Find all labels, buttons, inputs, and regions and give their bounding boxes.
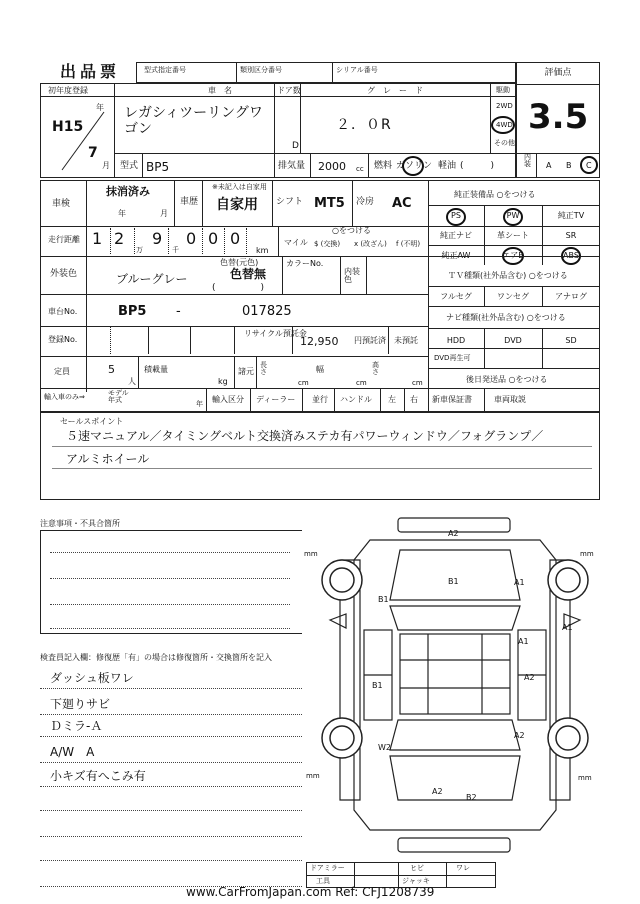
drive-4wd-circle	[491, 116, 515, 134]
dmg-a2-rear-right: A2	[514, 731, 525, 740]
auth-no-label: 型式指定番号	[144, 66, 186, 74]
import-label: 輸入車のみ⇒	[44, 393, 85, 401]
dmg-w2-rear-glass: W2	[378, 743, 391, 752]
interior-a: A	[546, 161, 552, 170]
inspection-label: 車検	[52, 199, 71, 209]
fuel-gas: ガソリン	[396, 161, 433, 171]
drive-4wd: 4WD	[496, 121, 513, 129]
carname-label: 車 名	[208, 86, 232, 95]
chassis-prefix: BP5	[118, 304, 147, 319]
color-label: 外装色	[50, 269, 78, 279]
capacity-unit: 人	[128, 377, 136, 386]
dims-label: 諸元	[238, 367, 254, 376]
shift-value: MT5	[314, 196, 345, 211]
note-item-2: 下廻りサビ	[50, 697, 111, 711]
class-no-label: 類別区分番号	[240, 66, 282, 74]
equip-navi: 純正ナビ	[440, 231, 472, 240]
insp-year-unit: 年	[118, 209, 126, 218]
car-damage-diagram	[300, 510, 610, 860]
doors-value: D	[292, 141, 299, 151]
history-note: ※未記入は自家用	[212, 183, 267, 191]
first-reg-year: H15	[52, 119, 84, 135]
equip-abs: ABS	[563, 251, 579, 260]
interior-b: B	[566, 161, 572, 170]
mile-opt3: f (不明)	[396, 240, 421, 248]
manual-option: 車両取説	[494, 395, 526, 404]
navi-dvd: DVD	[504, 336, 522, 345]
navi-header: ナビ種類(社外品含む) ○をつける	[446, 313, 566, 322]
hgt-label: 高さ	[372, 361, 379, 376]
navi-hdd: HDD	[446, 336, 466, 345]
len-label: 長さ	[260, 361, 267, 376]
reg-no-label: 登録No.	[48, 335, 78, 344]
equip-air: エアB	[502, 251, 524, 260]
sales-point-line2: アルミホイール	[66, 452, 150, 466]
dmg-a1-front-right: A1	[514, 578, 525, 587]
tv-oneseg: ワンセグ	[497, 292, 529, 301]
mile-opt2: x (改ざん)	[354, 240, 387, 248]
interior-c-circle	[580, 156, 598, 174]
interior-label: 内装	[524, 153, 531, 168]
serial-label: シリアル番号	[336, 66, 378, 74]
legend-hibi: ヒビ	[410, 864, 424, 872]
load-unit: kg	[218, 377, 228, 386]
form-title: 出品票	[60, 62, 121, 81]
dmg-a1-right-door: A1	[518, 637, 529, 646]
month-unit: 月	[102, 161, 110, 170]
mile-label: マイル	[284, 238, 308, 247]
recycle-unpaid: 未預託	[394, 336, 418, 345]
len-cm: cm	[298, 379, 309, 387]
note-item-4: A/W A	[50, 745, 95, 759]
grade-value: ２．０R	[336, 117, 392, 133]
legend-ware: ワレ	[456, 864, 470, 872]
dmg-b1-front-left: B1	[378, 595, 389, 604]
fuel-paren: ( )	[460, 161, 495, 171]
legend-tools: 工具	[316, 877, 330, 885]
dmg-a1-right-side: A1	[562, 623, 573, 632]
import-cat-label: 輸入区分	[212, 395, 244, 404]
mm-left-top: mm	[304, 550, 318, 558]
sales-point-label: セールスポイント	[60, 417, 124, 426]
equip-seat: 革シート	[497, 231, 529, 240]
load-label: 積載量	[144, 365, 168, 374]
note-item-3: Ｄミラ-Ａ	[50, 719, 103, 733]
capacity-value: 5	[108, 363, 115, 376]
slash-divider	[58, 108, 108, 174]
handle-right: 右	[410, 395, 418, 404]
equip-tv: 純正TV	[557, 211, 585, 220]
dmg-b1-hood: B1	[448, 577, 459, 586]
note-item-5: 小キズ有へこみ有	[50, 769, 146, 783]
mm-right-top: mm	[580, 550, 594, 558]
equip-pw-circle	[503, 208, 523, 226]
interior-color-label: 内装色	[344, 267, 360, 284]
wid-label: 幅	[316, 365, 324, 374]
car-name-line1: レガシィツーリングワ	[124, 105, 263, 121]
insp-month-unit: 月	[160, 209, 168, 218]
first-reg-label: 初年度登録	[48, 86, 88, 95]
chassis-label: 車台No.	[48, 307, 78, 316]
fuel-label: 燃料	[374, 161, 393, 171]
capacity-label: 定員	[54, 367, 70, 376]
equip-ps-circle	[446, 208, 466, 226]
car-name-line2: ゴン	[124, 121, 152, 137]
model-year-unit: 年	[196, 400, 203, 408]
accessory-header: 後日発送品 ○をつける	[466, 375, 548, 384]
color-value: ブルーグレー	[116, 272, 188, 286]
chassis-dash: -	[176, 304, 181, 319]
equip-ps: PS	[451, 211, 461, 220]
first-reg-month: 7	[88, 145, 98, 161]
notes-label: 注意事項・不具合箇所	[40, 519, 120, 528]
history-value: 自家用	[216, 197, 258, 213]
shift-label: シフト	[276, 197, 304, 207]
year-unit: 年	[96, 103, 104, 112]
tv-header: ＴＶ種類(社外品含む) ○をつける	[448, 271, 568, 280]
dmg-b2-rear: B2	[466, 793, 477, 802]
disp-value: 2000	[318, 160, 346, 173]
wid-cm: cm	[356, 379, 367, 387]
disp-label: 排気量	[278, 161, 306, 171]
mm-right-bottom: mm	[578, 774, 592, 782]
mile-opt1: $ (交換)	[314, 240, 341, 248]
recycle-unit: 円預託済	[354, 336, 386, 345]
ac-value: AC	[392, 196, 412, 211]
notes-box	[40, 530, 302, 634]
header-id-box	[136, 62, 516, 83]
legend-jack: ジャッキ	[402, 877, 430, 885]
navi-sd: SD	[565, 336, 577, 345]
model-year-label: モデル年式	[108, 389, 129, 404]
color-no-label: カラーNo.	[286, 259, 324, 268]
color-change-label: 色替(元色)	[220, 258, 259, 267]
dmg-a2-right-rear: A2	[524, 673, 535, 682]
fuel-gas-circle	[402, 156, 424, 176]
history-label: 車歴	[180, 197, 199, 207]
color-paren: ( )	[212, 283, 265, 293]
drive-other: その他	[494, 139, 515, 147]
recycle-label: リサイクル預託金	[244, 329, 307, 338]
dmg-a2-front-bumper: A2	[448, 529, 459, 538]
model-label: 型式	[120, 161, 139, 171]
note-item-1: ダッシュ板ワレ	[50, 671, 134, 685]
mile-circle-note: ○をつける	[332, 226, 371, 235]
dmg-a2-trunk: A2	[432, 787, 443, 796]
equip-pw: PW	[506, 211, 520, 220]
warranty-option: 新車保証書	[432, 395, 472, 404]
eval-score: 3.5	[528, 97, 589, 137]
parallel-option: 並行	[312, 395, 328, 404]
recycle-value: 12,950	[300, 335, 339, 348]
handle-left: 左	[388, 395, 396, 404]
mileage-label: 走行距離	[48, 235, 80, 244]
model-value: BP5	[146, 160, 170, 174]
watermark: www.CarFromJapan.com Ref: CFJ1208739	[186, 885, 435, 899]
fuel-diesel: 軽油	[438, 161, 457, 171]
color-change-value: 色替無	[230, 267, 267, 281]
mm-left-bottom: mm	[306, 772, 320, 780]
equip-header: 純正装備品 ○をつける	[454, 190, 536, 199]
drive-label: 駆動	[496, 86, 510, 94]
hgt-cm: cm	[412, 379, 423, 387]
inspection-value: 抹消済み	[106, 185, 150, 198]
interior-c: C	[586, 161, 592, 170]
tv-fullseg: フルセグ	[440, 292, 472, 301]
inspector-label: 検査員記入欄：修復歴「有」の場合は修復箇所・交換箇所を記入	[40, 653, 272, 662]
disp-unit: cc	[356, 165, 364, 173]
grade-label: グ レ ー ド	[367, 86, 423, 95]
tv-analog: アナログ	[555, 292, 587, 301]
ac-label: 冷房	[356, 197, 375, 207]
dvd-label: DVD再生可	[434, 354, 471, 362]
legend-door-mirror: ドアミラー	[310, 864, 345, 872]
dmg-b1-left-door: B1	[372, 681, 383, 690]
sales-point-line1: ５速マニュアル／タイミングベルト交換済みステカ有パワーウィンドウ／フォグランプ／	[66, 429, 544, 443]
dealer-option: ディーラー	[256, 395, 296, 404]
equip-aw: 純正AW	[441, 251, 471, 260]
chassis-number: 017825	[242, 304, 292, 319]
drive-2wd: 2WD	[496, 102, 513, 110]
eval-label: 評価点	[544, 68, 572, 78]
equip-sr: SR	[565, 231, 577, 240]
handle-label: ハンドル	[340, 395, 372, 404]
doors-label: ドア数	[277, 86, 301, 95]
